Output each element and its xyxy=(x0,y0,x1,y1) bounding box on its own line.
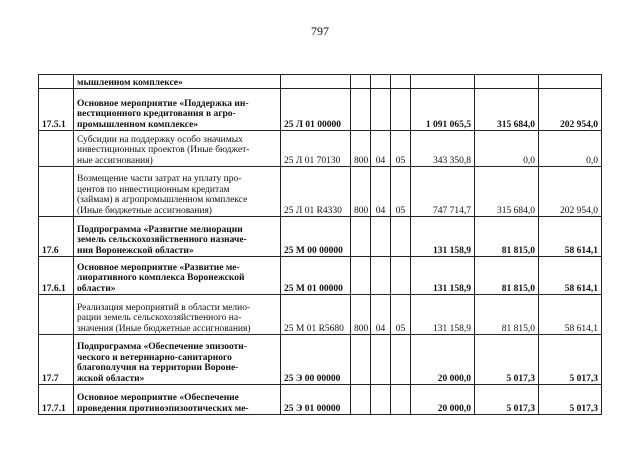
row-name-line: ческого и ветеринарно-санитарного xyxy=(77,352,232,363)
row-pr xyxy=(391,75,411,89)
row-value-2: 81 815,0 xyxy=(475,217,539,257)
row-value-3: 5 017,3 xyxy=(539,385,602,415)
row-code: 17.5.1 xyxy=(39,89,74,131)
row-value-1: 1 091 065,5 xyxy=(411,89,475,131)
row-name-line: проведения противоэпизоотических ме- xyxy=(77,403,249,414)
table-row xyxy=(39,335,602,385)
row-rz xyxy=(371,385,391,415)
row-rz xyxy=(371,89,391,131)
table-row xyxy=(39,75,602,89)
row-name-line: рации земель сельскохозяйственного на- xyxy=(77,313,242,323)
row-value-1: 131 158,9 xyxy=(411,217,475,257)
row-rz xyxy=(371,217,391,257)
row-kcsr: 25 Л 01 R4330 xyxy=(281,167,351,217)
row-value-2: 5 017,3 xyxy=(475,335,539,385)
row-code: 17.7.1 xyxy=(39,385,74,415)
row-kcsr: 25 М 01 00000 xyxy=(281,257,351,295)
row-name-line: жской области» xyxy=(77,373,145,384)
row-value-2: 5 017,3 xyxy=(475,385,539,415)
row-kcsr: 25 Э 01 00000 xyxy=(281,385,351,415)
row-value-1 xyxy=(411,75,475,89)
row-pr xyxy=(391,385,411,415)
row-kcsr xyxy=(281,75,351,89)
row-value-2: 315 684,0 xyxy=(475,167,539,217)
table-row xyxy=(39,89,602,131)
row-value-2: 0,0 xyxy=(475,131,539,167)
row-value-1: 131 158,9 xyxy=(411,295,475,335)
row-name-line: лиоративного комплекса Воронежской xyxy=(77,273,245,283)
row-name xyxy=(74,257,281,295)
row-value-3: 202 954,0 xyxy=(539,167,602,217)
row-pr: 05 xyxy=(391,131,411,167)
row-code xyxy=(39,295,74,335)
row-name xyxy=(74,217,281,257)
row-name-line: Основное мероприятие «Развитие ме- xyxy=(77,262,240,273)
row-rz: 04 xyxy=(371,167,391,217)
row-name-line: инвестиционных проектов (Иные бюджет- xyxy=(77,145,250,155)
row-value-3: 5 017,3 xyxy=(539,335,602,385)
row-rz xyxy=(371,257,391,295)
row-value-3: 58 614,1 xyxy=(539,295,602,335)
row-value-1: 20 000,0 xyxy=(411,335,475,385)
row-name-line: Основное мероприятие «Поддержка ин- xyxy=(77,98,249,109)
row-vr: 800 xyxy=(351,295,371,335)
row-value-3: 58 614,1 xyxy=(539,257,602,295)
row-name xyxy=(74,167,281,217)
table-row xyxy=(39,385,602,415)
row-rz xyxy=(371,335,391,385)
row-value-1: 131 158,9 xyxy=(411,257,475,295)
row-name-line: Основное мероприятие «Обеспечение xyxy=(77,393,239,403)
row-name-line: (займам) в агропромышленном комплексе xyxy=(77,195,248,205)
row-value-2: 81 815,0 xyxy=(475,295,539,335)
row-name-line: Реализация мероприятий в области мелио- xyxy=(77,302,251,313)
row-code: 17.7 xyxy=(39,335,74,385)
table-body xyxy=(39,75,602,415)
row-name xyxy=(74,131,281,167)
row-name-line: значения (Иные бюджетные ассигнования) xyxy=(77,323,251,334)
row-kcsr: 25 Л 01 70130 xyxy=(281,131,351,167)
row-name-line: ния Воронежской области» xyxy=(77,245,194,256)
table-row xyxy=(39,167,602,217)
row-value-2: 315 684,0 xyxy=(475,89,539,131)
row-vr: 800 xyxy=(351,131,371,167)
row-code xyxy=(39,131,74,167)
row-name xyxy=(74,75,281,89)
row-name-line: (Иные бюджетные ассигнования) xyxy=(77,205,212,216)
row-name-line: центов по инвестиционным кредитам xyxy=(77,184,230,195)
row-name-line: мышленном комплексе» xyxy=(77,77,183,88)
row-pr xyxy=(391,217,411,257)
row-vr xyxy=(351,257,371,295)
row-name-line: области» xyxy=(77,283,116,294)
row-name-line: Подпрограмма «Развитие мелиорации xyxy=(77,224,243,235)
table-row xyxy=(39,295,602,335)
row-name-line: вестиционного кредитования в агро- xyxy=(77,109,236,119)
row-rz: 04 xyxy=(371,131,391,167)
row-vr xyxy=(351,385,371,415)
row-name-line: Субсидии на поддержку особо значимых xyxy=(77,134,243,145)
row-vr xyxy=(351,89,371,131)
row-name xyxy=(74,89,281,131)
row-name-line: благополучия на территории Вороне- xyxy=(77,363,239,373)
row-value-2 xyxy=(475,75,539,89)
row-name xyxy=(74,295,281,335)
row-vr: 800 xyxy=(351,167,371,217)
row-kcsr: 25 М 01 R5680 xyxy=(281,295,351,335)
row-pr xyxy=(391,257,411,295)
row-name-line: промышленном комплексе» xyxy=(77,119,199,130)
table-row xyxy=(39,131,602,167)
row-name-line: Подпрограмма «Обеспечение эпизооти- xyxy=(77,342,247,352)
row-vr xyxy=(351,217,371,257)
row-pr: 05 xyxy=(391,295,411,335)
row-pr xyxy=(391,89,411,131)
row-value-3: 202 954,0 xyxy=(539,89,602,131)
row-code xyxy=(39,75,74,89)
row-name-line: ные ассигнования) xyxy=(77,155,153,166)
row-value-3: 0,0 xyxy=(539,131,602,167)
row-value-1: 343 350,8 xyxy=(411,131,475,167)
page-number: 797 xyxy=(311,24,329,38)
row-code xyxy=(39,167,74,217)
row-value-3 xyxy=(539,75,602,89)
row-pr: 05 xyxy=(391,167,411,217)
row-name xyxy=(74,335,281,385)
row-name-line: Возмещение части затрат на уплату про- xyxy=(77,174,242,184)
row-value-3: 58 614,1 xyxy=(539,217,602,257)
row-code: 17.6.1 xyxy=(39,257,74,295)
row-code: 17.6 xyxy=(39,217,74,257)
row-kcsr: 25 Л 01 00000 xyxy=(281,89,351,131)
budget-table xyxy=(38,74,602,415)
row-name-line: земель сельскохозяйственного назначе- xyxy=(77,235,247,245)
table-row xyxy=(39,217,602,257)
table-row xyxy=(39,257,602,295)
row-pr xyxy=(391,335,411,385)
row-vr xyxy=(351,75,371,89)
row-value-1: 20 000,0 xyxy=(411,385,475,415)
row-kcsr: 25 Э 00 00000 xyxy=(281,335,351,385)
row-value-1: 747 714,7 xyxy=(411,167,475,217)
row-name xyxy=(74,385,281,415)
row-value-2: 81 815,0 xyxy=(475,257,539,295)
row-kcsr: 25 М 00 00000 xyxy=(281,217,351,257)
row-rz xyxy=(371,75,391,89)
row-vr xyxy=(351,335,371,385)
row-rz: 04 xyxy=(371,295,391,335)
